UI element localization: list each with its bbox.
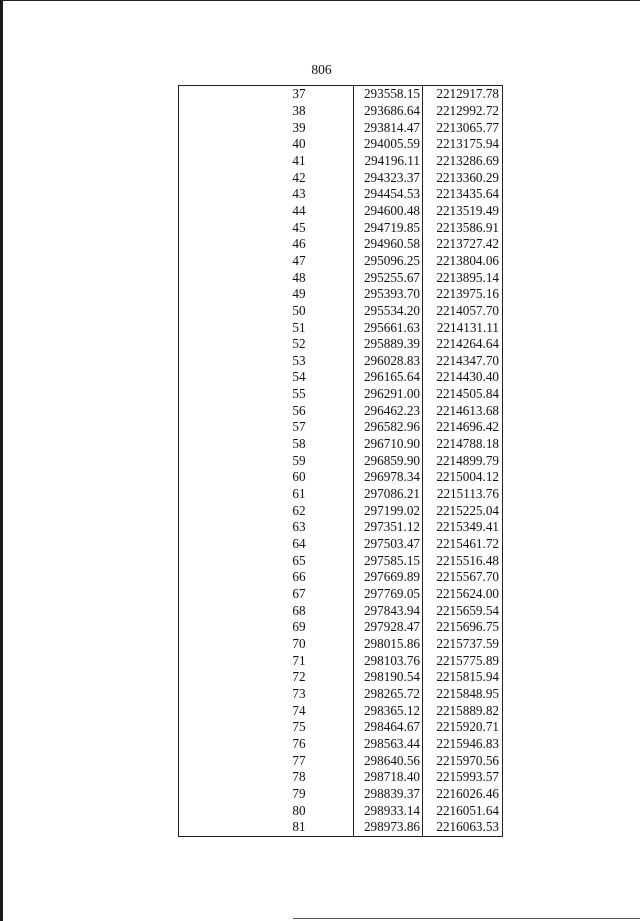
- y-coordinate-cell: 2213727.42: [423, 236, 503, 253]
- blank-cell: [179, 286, 246, 303]
- point-number-cell: 79: [292, 785, 306, 801]
- blank-cell: [179, 786, 246, 803]
- point-number-cell: 52: [292, 336, 306, 352]
- point-number-cell: 51: [292, 319, 306, 335]
- table-row: [179, 119, 503, 136]
- point-number-cell: 63: [292, 519, 306, 535]
- point-number-cell: 46: [292, 236, 306, 252]
- y-coordinate-cell: 2213804.06: [423, 253, 503, 270]
- blank-cell: [179, 686, 246, 703]
- x-coordinate-cell: 296291.00: [354, 386, 423, 403]
- table-row: [179, 452, 503, 469]
- point-number-cell: 55: [292, 386, 306, 402]
- blank-cell: [179, 253, 246, 270]
- blank-cell: [179, 86, 246, 103]
- point-number-cell: 43: [292, 186, 306, 202]
- x-coordinate-cell: 295255.67: [354, 269, 423, 286]
- y-coordinate-cell: 2214899.79: [423, 452, 503, 469]
- blank-cell: [179, 386, 246, 403]
- x-coordinate-cell: 298973.86: [354, 819, 423, 836]
- blank-cell: [179, 186, 246, 203]
- y-coordinate-cell: 2215737.59: [423, 636, 503, 653]
- point-number-cell: 38: [292, 102, 306, 118]
- blank-cell: [179, 436, 246, 453]
- blank-cell: [179, 369, 246, 386]
- y-coordinate-cell: 2213065.77: [423, 119, 503, 136]
- point-number-cell: 74: [292, 702, 306, 718]
- x-coordinate-cell: 297585.15: [354, 552, 423, 569]
- y-coordinate-cell: 2214505.84: [423, 386, 503, 403]
- y-coordinate-cell: 2215696.75: [423, 619, 503, 636]
- blank-cell: [179, 236, 246, 253]
- x-coordinate-cell: 296028.83: [354, 353, 423, 370]
- point-number-cell: 66: [292, 569, 306, 585]
- x-coordinate-cell: 294323.37: [354, 169, 423, 186]
- blank-cell: [179, 269, 246, 286]
- y-coordinate-cell: 2215815.94: [423, 669, 503, 686]
- x-coordinate-cell: 294719.85: [354, 219, 423, 236]
- page-number: 806: [311, 62, 332, 77]
- blank-cell: [179, 802, 246, 819]
- point-number-cell: 73: [292, 685, 306, 701]
- table-row: [179, 153, 503, 170]
- x-coordinate-cell: 296582.96: [354, 419, 423, 436]
- blank-cell: [179, 203, 246, 220]
- x-coordinate-cell: 298464.67: [354, 719, 423, 736]
- table-row: [179, 353, 503, 370]
- table-row: [179, 386, 503, 403]
- blank-cell: [179, 819, 246, 836]
- x-coordinate-cell: 298365.12: [354, 702, 423, 719]
- y-coordinate-cell: 2213975.16: [423, 286, 503, 303]
- table-row: [179, 502, 503, 519]
- y-coordinate-cell: 2213435.64: [423, 186, 503, 203]
- blank-cell: [179, 752, 246, 769]
- x-coordinate-cell: 296165.64: [354, 369, 423, 386]
- point-number-cell: 81: [245, 819, 354, 836]
- y-coordinate-cell: 2215659.54: [423, 602, 503, 619]
- point-number-cell: 80: [292, 802, 306, 818]
- point-number-cell: 68: [292, 602, 306, 618]
- y-coordinate-cell: 2214347.70: [423, 353, 503, 370]
- blank-cell: [179, 169, 246, 186]
- table-row: [179, 103, 503, 120]
- blank-cell: [179, 702, 246, 719]
- coordinates-table-body: [179, 86, 503, 837]
- table-row: [179, 569, 503, 586]
- table-row: [179, 219, 503, 236]
- table-row: [179, 719, 503, 736]
- table-row: [179, 203, 503, 220]
- x-coordinate-cell: 298640.56: [354, 752, 423, 769]
- y-coordinate-cell: 2215624.00: [423, 586, 503, 603]
- x-coordinate-cell: 296710.90: [354, 436, 423, 453]
- point-number-cell: 54: [292, 369, 306, 385]
- blank-cell: [179, 552, 246, 569]
- y-coordinate-cell: 2214264.64: [423, 336, 503, 353]
- table-row: [179, 86, 503, 103]
- x-coordinate-cell: 295661.63: [354, 319, 423, 336]
- y-coordinate-cell: 2213286.69: [423, 153, 503, 170]
- blank-cell: [179, 736, 246, 753]
- y-coordinate-cell: 2215848.95: [423, 686, 503, 703]
- table-row: [179, 619, 503, 636]
- table-row: [179, 419, 503, 436]
- y-coordinate-cell: 2215461.72: [423, 536, 503, 553]
- y-coordinate-cell: 2216026.46: [423, 786, 503, 803]
- point-number-cell: 49: [292, 286, 306, 302]
- blank-cell: [179, 486, 246, 503]
- point-number-cell: 53: [292, 352, 306, 368]
- table-row: [179, 486, 503, 503]
- point-number-cell: 57: [292, 419, 306, 435]
- table-row: [179, 736, 503, 753]
- point-number-cell: 58: [292, 436, 306, 452]
- point-number-cell: 76: [292, 735, 306, 751]
- x-coordinate-cell: 297199.02: [354, 502, 423, 519]
- x-coordinate-cell: 298718.40: [354, 769, 423, 786]
- y-coordinate-cell: 2213895.14: [423, 269, 503, 286]
- x-coordinate-cell: 293686.64: [354, 103, 423, 120]
- x-coordinate-cell: 297086.21: [354, 486, 423, 503]
- blank-cell: [179, 502, 246, 519]
- coordinates-table: [178, 85, 503, 837]
- blank-cell: [179, 536, 246, 553]
- point-number-cell: 70: [292, 635, 306, 651]
- point-number-cell: 47: [292, 252, 306, 268]
- table-row: [179, 652, 503, 669]
- table-row: [179, 602, 503, 619]
- y-coordinate-cell: 2214696.42: [423, 419, 503, 436]
- table-row: [179, 169, 503, 186]
- x-coordinate-cell: 294005.59: [354, 136, 423, 153]
- blank-cell: [179, 519, 246, 536]
- blank-cell: [179, 586, 246, 603]
- y-coordinate-cell: 2214430.40: [423, 369, 503, 386]
- table-row: [179, 552, 503, 569]
- point-number-cell: 62: [292, 502, 306, 518]
- point-number-cell: 45: [292, 219, 306, 235]
- table-row: [179, 253, 503, 270]
- table-row: [179, 769, 503, 786]
- point-number-cell: 64: [292, 536, 306, 552]
- table-row: [179, 802, 503, 819]
- y-coordinate-cell: 2215970.56: [423, 752, 503, 769]
- table-row: [179, 436, 503, 453]
- table-row: [179, 186, 503, 203]
- table-row: [179, 819, 503, 836]
- point-number-cell: 65: [292, 552, 306, 568]
- y-coordinate-cell: 2216051.64: [423, 802, 503, 819]
- table-row: [179, 269, 503, 286]
- x-coordinate-cell: 298839.37: [354, 786, 423, 803]
- y-coordinate-cell: 2213175.94: [423, 136, 503, 153]
- blank-cell: [179, 119, 246, 136]
- x-coordinate-cell: 294196.11: [354, 153, 423, 170]
- blank-cell: [179, 153, 246, 170]
- y-coordinate-cell: 2215567.70: [423, 569, 503, 586]
- y-coordinate-cell: 2215920.71: [423, 719, 503, 736]
- table-row: [179, 402, 503, 419]
- table-row: [179, 319, 503, 336]
- point-number-cell: 69: [292, 619, 306, 635]
- y-coordinate-cell: 2215225.04: [423, 502, 503, 519]
- x-coordinate-cell: 298265.72: [354, 686, 423, 703]
- blank-cell: [179, 469, 246, 486]
- point-number-cell: 50: [292, 302, 306, 318]
- point-number-cell: 48: [292, 269, 306, 285]
- y-coordinate-cell: 2214131.11: [423, 319, 503, 336]
- blank-cell: [179, 652, 246, 669]
- table-row: [179, 752, 503, 769]
- y-coordinate-cell: 2216063.53: [423, 819, 503, 836]
- x-coordinate-cell: 296859.90: [354, 452, 423, 469]
- x-coordinate-cell: 293558.15: [354, 86, 423, 103]
- x-coordinate-cell: 298103.76: [354, 652, 423, 669]
- blank-cell: [179, 636, 246, 653]
- x-coordinate-cell: 297843.94: [354, 602, 423, 619]
- table-row: [179, 786, 503, 803]
- y-coordinate-cell: 2215775.89: [423, 652, 503, 669]
- point-number-cell: 67: [292, 586, 306, 602]
- x-coordinate-cell: 298933.14: [354, 802, 423, 819]
- y-coordinate-cell: 2212992.72: [423, 103, 503, 120]
- bottom-edge-line: [293, 918, 640, 919]
- table-row: [179, 586, 503, 603]
- table-row: [179, 369, 503, 386]
- y-coordinate-cell: 2215993.57: [423, 769, 503, 786]
- x-coordinate-cell: 295534.20: [354, 303, 423, 320]
- y-coordinate-cell: 2215349.41: [423, 519, 503, 536]
- point-number-cell: 61: [292, 486, 306, 502]
- blank-cell: [179, 336, 246, 353]
- y-coordinate-cell: 2213519.49: [423, 203, 503, 220]
- table-row: [179, 469, 503, 486]
- point-number-cell: 40: [292, 136, 306, 152]
- blank-cell: [179, 136, 246, 153]
- y-coordinate-cell: 2213586.91: [423, 219, 503, 236]
- point-number-cell: 75: [292, 719, 306, 735]
- blank-cell: [179, 402, 246, 419]
- blank-cell: [179, 303, 246, 320]
- y-coordinate-cell: 2215946.83: [423, 736, 503, 753]
- x-coordinate-cell: 294600.48: [354, 203, 423, 220]
- x-coordinate-cell: 295889.39: [354, 336, 423, 353]
- table-row: [179, 536, 503, 553]
- table-row: [179, 336, 503, 353]
- table-row: [179, 636, 503, 653]
- x-coordinate-cell: 296462.23: [354, 402, 423, 419]
- blank-cell: [179, 569, 246, 586]
- point-number-cell: 44: [292, 202, 306, 218]
- blank-cell: [179, 669, 246, 686]
- point-number-cell: 41: [292, 152, 306, 168]
- x-coordinate-cell: 294960.58: [354, 236, 423, 253]
- x-coordinate-cell: 297928.47: [354, 619, 423, 636]
- x-coordinate-cell: 298563.44: [354, 736, 423, 753]
- point-number-cell: 39: [292, 119, 306, 135]
- x-coordinate-cell: 294454.53: [354, 186, 423, 203]
- blank-cell: [179, 219, 246, 236]
- blank-cell: [179, 353, 246, 370]
- blank-cell: [179, 103, 246, 120]
- point-number-cell: 77: [292, 752, 306, 768]
- x-coordinate-cell: 295096.25: [354, 253, 423, 270]
- table-row: [179, 669, 503, 686]
- y-coordinate-cell: 2214613.68: [423, 402, 503, 419]
- y-coordinate-cell: 2215516.48: [423, 552, 503, 569]
- point-number-cell: 72: [292, 669, 306, 685]
- table-row: [179, 286, 503, 303]
- table-row: [179, 236, 503, 253]
- blank-cell: [179, 452, 246, 469]
- table-row: [179, 686, 503, 703]
- point-number-cell: 59: [292, 452, 306, 468]
- y-coordinate-cell: 2213360.29: [423, 169, 503, 186]
- blank-cell: [179, 719, 246, 736]
- point-number-cell: 60: [292, 469, 306, 485]
- blank-cell: [179, 602, 246, 619]
- table-row: [179, 519, 503, 536]
- x-coordinate-cell: 298015.86: [354, 636, 423, 653]
- table-row: [179, 303, 503, 320]
- x-coordinate-cell: 297351.12: [354, 519, 423, 536]
- table-row: [179, 702, 503, 719]
- x-coordinate-cell: 297769.05: [354, 586, 423, 603]
- point-number-cell: 37: [245, 86, 354, 103]
- x-coordinate-cell: 295393.70: [354, 286, 423, 303]
- blank-cell: [179, 319, 246, 336]
- y-coordinate-cell: 2214057.70: [423, 303, 503, 320]
- table-row: [179, 136, 503, 153]
- y-coordinate-cell: 2212917.78: [423, 86, 503, 103]
- x-coordinate-cell: 297503.47: [354, 536, 423, 553]
- blank-cell: [179, 619, 246, 636]
- y-coordinate-cell: 2215004.12: [423, 469, 503, 486]
- x-coordinate-cell: 293814.47: [354, 119, 423, 136]
- x-coordinate-cell: 298190.54: [354, 669, 423, 686]
- point-number-cell: 56: [292, 402, 306, 418]
- point-number-cell: 42: [292, 169, 306, 185]
- blank-cell: [179, 769, 246, 786]
- y-coordinate-cell: 2215113.76: [423, 486, 503, 503]
- x-coordinate-cell: 296978.34: [354, 469, 423, 486]
- y-coordinate-cell: 2214788.18: [423, 436, 503, 453]
- point-number-cell: 78: [292, 769, 306, 785]
- y-coordinate-cell: 2215889.82: [423, 702, 503, 719]
- x-coordinate-cell: 297669.89: [354, 569, 423, 586]
- blank-cell: [179, 419, 246, 436]
- point-number-cell: 71: [292, 652, 306, 668]
